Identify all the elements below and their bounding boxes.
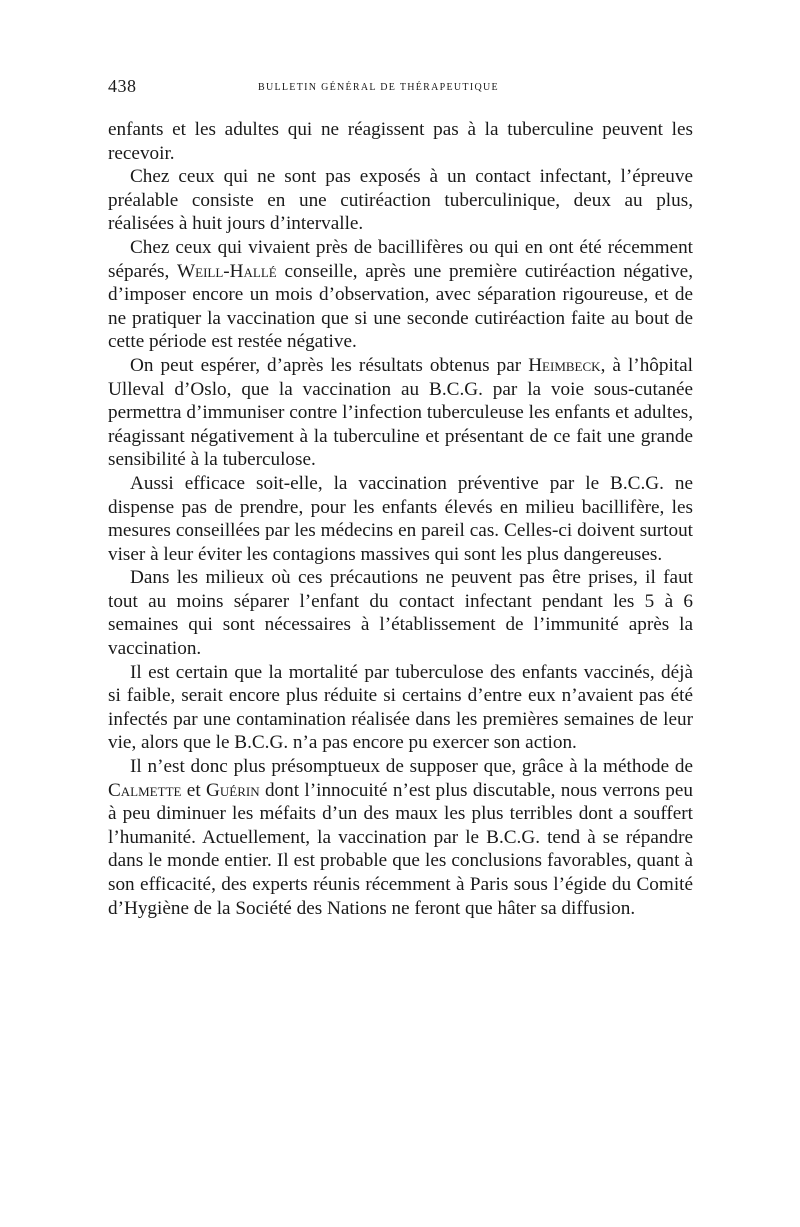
- paragraph-continuation: enfants et les adultes qui ne réagissent pas à la tuberculine peuvent les recevoir.: [108, 119, 693, 164]
- author-name: Weill-Hallé: [177, 260, 277, 282]
- paragraph-heimbeck: [108, 354, 693, 472]
- paragraph-text: Il n’est donc plus présomptueux de supposer que, grâce à la méthode de: [130, 756, 693, 778]
- body-text: [108, 118, 693, 920]
- paragraph-epreuve-prealable: Chez ceux qui ne sont pas exposés à un contact infectant, l’épreuve préalable consiste en une cutiréaction tuberculinique, deux au plus, réalisées à huit jours d’intervalle.: [108, 166, 693, 235]
- page-number: 438: [108, 76, 137, 96]
- paragraph-text: On peut espérer, d’après les résultats obtenus par: [130, 354, 529, 376]
- paragraph-text: Chez ceux qui vivaient près de bacillifères ou qui en ont été récemment séparés,: [108, 236, 693, 282]
- paragraph-efficacite-bcg: Aussi efficace soit-elle, la vaccination préventive par le B.C.G. ne dispense pas de prendre, pour les enfants élevés en milieu bacillifère, les mesures conseillées par les médecins en pareil cas. Celles-ci doivent surtout viser à leur éviter les contagions massives qui sont les plus dangereuses.: [108, 472, 693, 565]
- page-header: [108, 72, 693, 102]
- paragraph-text: dont l’innocuité n’est plus discutable, nous verrons peu à peu diminuer les méfaits d’un des maux les plus terribles dont a souffert l’humanité. Actuellement, la vaccination par le B.C.G. tend à se répandre dans le monde entier. Il est probable que les conclusions favorables, quant à son efficacité, des experts réunis récemment à Paris sous l’égide du Comité d’Hygiène de la Société des Nations ne feront que hâter sa diffusion.: [108, 779, 693, 919]
- running-title: BULLETIN GÉNÉRAL DE THÉRAPEUTIQUE: [258, 82, 499, 93]
- author-name: Calmette: [108, 779, 182, 801]
- paragraph-weill-halle: [108, 236, 693, 354]
- paragraph-text: conseille, après une première cutiréaction négative, d’imposer encore un mois d’observation, avec séparation rigoureuse, et de ne pratiquer la vaccination que si une seconde cutiréaction faite au bout de cette période est restée négative.: [108, 260, 693, 353]
- author-name: Guérin: [206, 779, 260, 801]
- paragraph-text: , à l’hôpital Ulleval d’Oslo, que la vaccination au B.C.G. par la voie sous-cutanée permettra d’immuniser contre l’infection tuberculeuse les enfants et adultes, réagissant négativement à la tuberculine et présentant de ce fait une grande sensibilité à la tuberculose.: [108, 354, 693, 471]
- paragraph-text: et: [181, 779, 207, 801]
- paragraph-conclusion: [108, 755, 693, 920]
- paragraph-mortalite: Il est certain que la mortalité par tuberculose des enfants vaccinés, déjà si faible, serait encore plus réduite si certains d’entre eux n’avaient pas été infectés par une contamination réalisée dans les premières semaines de leur vie, alors que le B.C.G. n’a pas encore pu exercer son action.: [108, 661, 693, 754]
- author-name: Heimbeck: [528, 354, 601, 376]
- book-page: [108, 72, 693, 920]
- paragraph-precautions: Dans les milieux où ces précautions ne peuvent pas être prises, il faut tout au moins séparer l’enfant du contact infectant pendant les 5 à 6 semaines qui sont nécessaires à l’établissement de l’immunité après la vaccination.: [108, 567, 693, 660]
